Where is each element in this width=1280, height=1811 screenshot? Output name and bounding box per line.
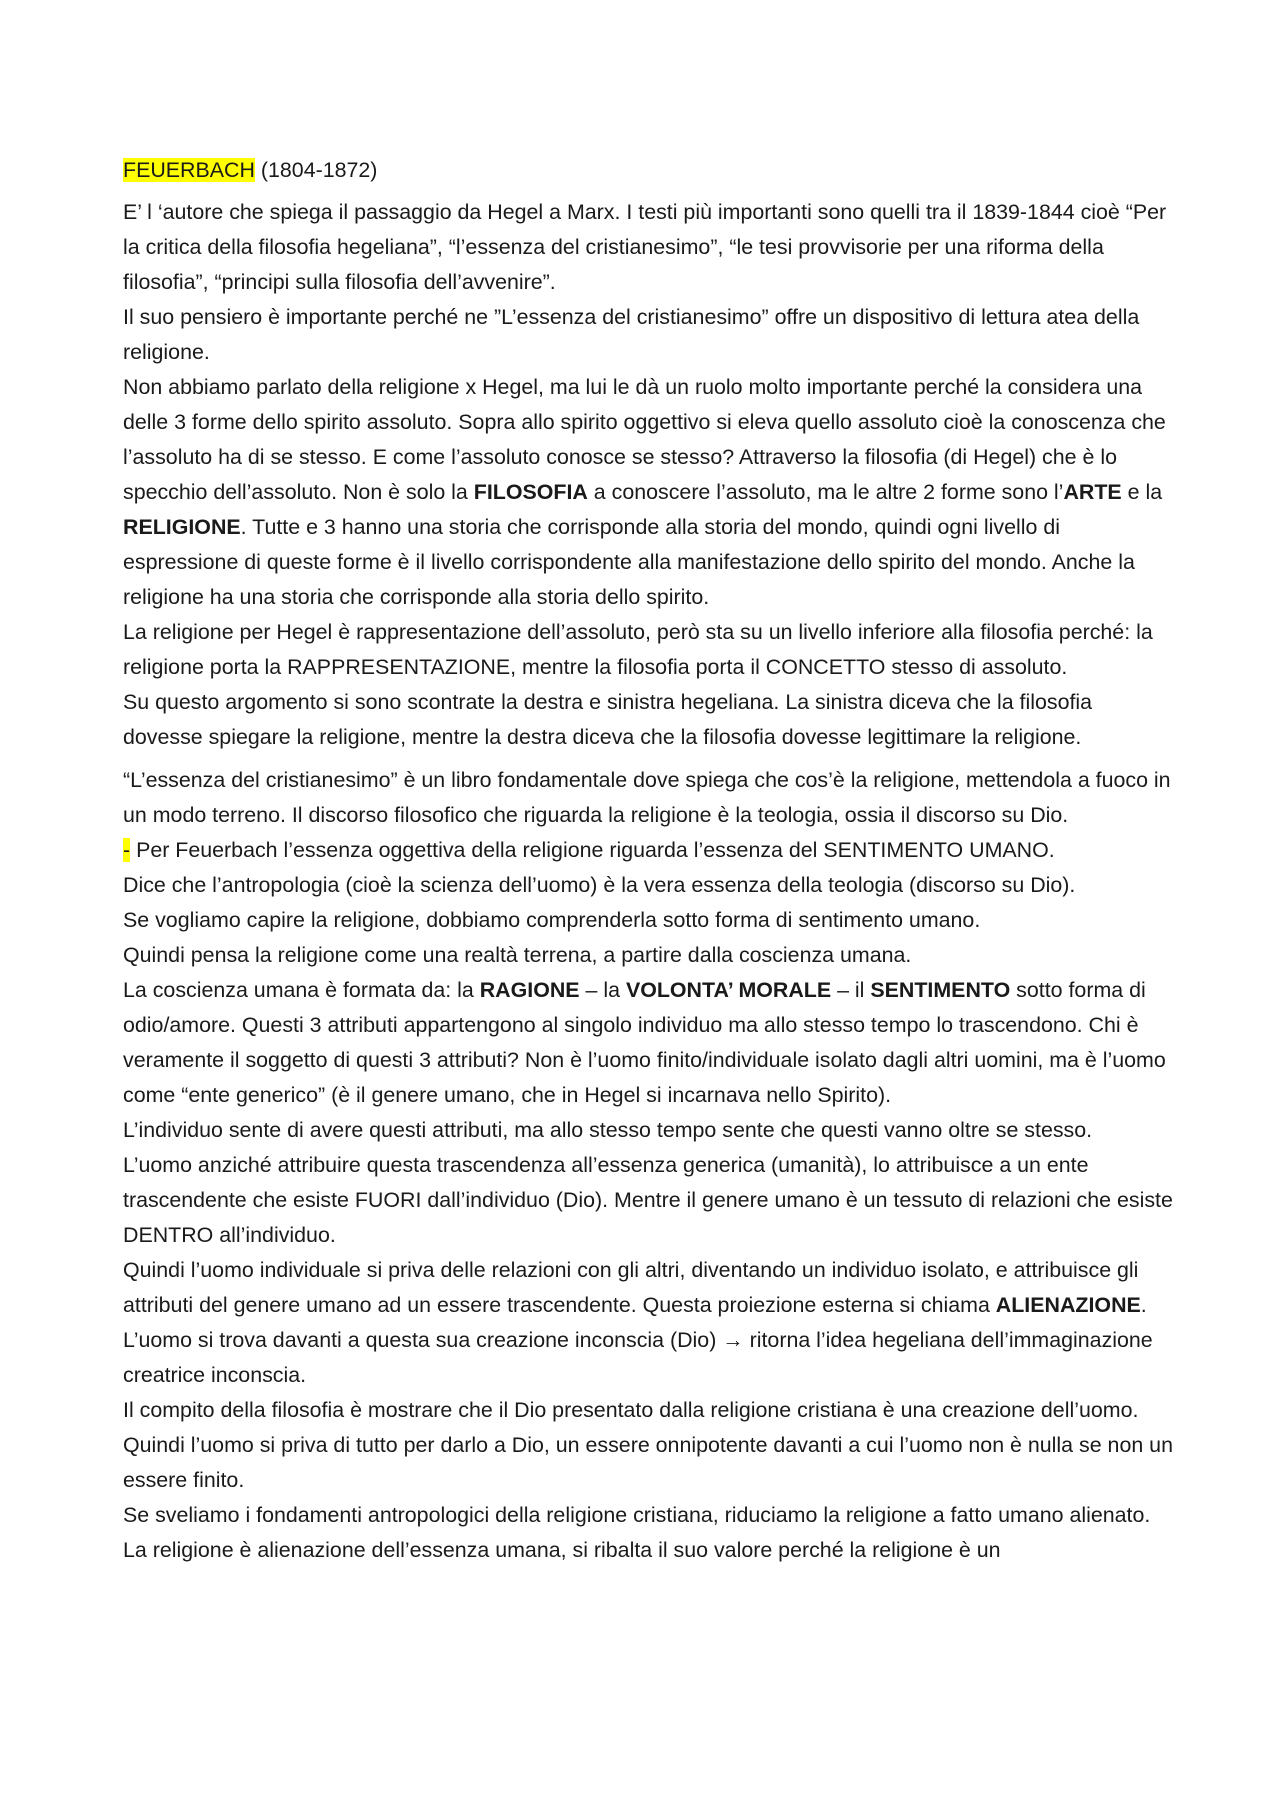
title-dates: (1804-1872) [254, 158, 378, 182]
text-run: – la [579, 978, 626, 1002]
bold-term-filosofia: FILOSOFIA [473, 480, 588, 504]
paragraph-representation: La religione per Hegel è rappresentazione dell’assoluto, però sta su un livello inferiore alla filosofia perché: la religione porta la RAPPRESENTAZIONE, mentre la filosofia porta il CONCETTO stesso di assoluto. [123, 620, 1153, 679]
bold-term-sentimento: SENTIMENTO [870, 978, 1011, 1002]
paragraph-hegel-religion [123, 370, 1173, 615]
paragraph-alienation [123, 1253, 1173, 1393]
paragraph-importance: Il suo pensiero è importante perché ne ”L’essenza del cristianesimo” offre un dispositivo di lettura atea della religione. [123, 305, 1140, 364]
document-body [123, 153, 1173, 1568]
document-title [123, 153, 1173, 188]
text-run: – il [831, 978, 871, 1002]
text-run: Non abbiamo parlato della religione x Hegel, ma lui le dà un ruolo molto importante perché la considera una delle 3 forme dello spirito assoluto. Sopra allo spirito oggettivo si eleva quello assoluto cioè la conoscenza che l’assoluto ha di se stesso. E come l’assoluto conosce se stesso? Attraverso la filosofia (di Hegel) che è lo specchio dell’assoluto. Non è solo la [123, 375, 1166, 504]
text-run: a conoscere l’assoluto, ma le altre 2 forme sono l’ [587, 480, 1064, 504]
paragraph-left-right: Su questo argomento si sono scontrate la destra e sinistra hegeliana. La sinistra diceva che la filosofia dovesse spiegare la religione, mentre la destra diceva che la filosofia dovesse legittimare la religione. [123, 690, 1093, 749]
bold-term-volonta-morale: VOLONTA’ MORALE [625, 978, 832, 1002]
text-run: La coscienza umana è formata da: la [123, 978, 480, 1002]
bold-term-religione: RELIGIONE [123, 515, 241, 539]
bold-term-arte: ARTE [1063, 480, 1122, 504]
text-run: Per Feuerbach l’essenza oggettiva della religione riguarda l’essenza del SENTIMENTO UMANO. [130, 838, 1055, 862]
right-arrow-icon: → [722, 1328, 744, 1352]
text-run: . L’uomo si trova davanti a questa sua creazione inconscia (Dio) [123, 1293, 1147, 1352]
text-run: . Tutte e 3 hanno una storia che corrisponde alla storia del mondo, quindi ogni livello di espressione di queste forme è il livello corrispondente alla manifestazione dello spirito del mondo. Anche la religione ha una storia che corrisponde alla storia dello spirito. [123, 515, 1135, 609]
paragraph-understand-religion: Se vogliamo capire la religione, dobbiamo comprenderla sotto forma di sentimento umano. [123, 908, 981, 932]
paragraph-consciousness [123, 973, 1173, 1113]
title-highlighted-name: FEUERBACH [123, 158, 255, 182]
paragraph-anthropology: Dice che l’antropologia (cioè la scienza dell’uomo) è la vera essenza della teologia (discorso su Dio). [123, 873, 1076, 897]
text-run: Quindi l’uomo individuale si priva delle relazioni con gli altri, diventando un individuo isolato, e attribuisce gli attributi del genere umano ad un essere trascendente. Questa proiezione esterna si chiama [123, 1258, 1139, 1317]
highlighted-dash: - [123, 838, 131, 862]
paragraph-anthropological-foundations: Se sveliamo i fondamenti antropologici della religione cristiana, riduciamo la religione a fatto umano alienato. La religione è alienazione dell’essenza umana, si ribalta il suo valore perché la religione è un [123, 1503, 1151, 1562]
text-run: ritorna l’idea hegeliana dell’immaginazione creatrice inconscia. [123, 1328, 1153, 1387]
paragraph-transcendence: L’uomo anziché attribuire questa trascendenza all’essenza generica (umanità), lo attribuisce a un ente trascendente che esiste FUORI dall’individuo (Dio). Mentre il genere umano è un tessuto di relazioni che esiste DENTRO all’individuo. [123, 1153, 1173, 1247]
text-run: sotto forma di odio/amore. Questi 3 attributi appartengono al singolo individuo ma allo stesso tempo lo trascendono. Chi è veramente il soggetto di questi 3 attributi? Non è l’uomo finito/individuale isolato dagli altri uomini, ma è l’uomo come “ente generico” (è il genere umano, che in Hegel si incarnava nello Spirito). [123, 978, 1166, 1107]
text-run: e la [1121, 480, 1163, 504]
bold-term-alienazione: ALIENAZIONE [995, 1293, 1141, 1317]
paragraph-essence-book: “L’essenza del cristianesimo” è un libro fondamentale dove spiega che cos’è la religione, mettendola a fuoco in un modo terreno. Il discorso filosofico che riguarda la religione è la teologia, ossia il discorso su Dio. [123, 768, 1171, 827]
paragraph-earthly-reality: Quindi pensa la religione come una realtà terrena, a partire dalla coscienza umana. [123, 943, 912, 967]
paragraph-task-philosophy: Il compito della filosofia è mostrare che il Dio presentato dalla religione cristiana è una creazione dell’uomo. Quindi l’uomo si priva di tutto per darlo a Dio, un essere onnipotente davanti a cui l’uomo non è nulla se non un essere finito. [123, 1398, 1173, 1492]
paragraph-human-feeling [123, 833, 1173, 868]
bold-term-ragione: RAGIONE [479, 978, 580, 1002]
paragraph-intro: E’ l ‘autore che spiega il passaggio da Hegel a Marx. I testi più importanti sono quelli tra il 1839-1844 cioè “Per la critica della filosofia hegeliana”, “l’essenza del cristianesimo”, “le tesi provvisorie per una riforma della filosofia”, “principi sulla filosofia dell’avvenire”. [123, 200, 1167, 294]
paragraph-attributes: L’individuo sente di avere questi attributi, ma allo stesso tempo sente che questi vanno oltre se stesso. [123, 1118, 1093, 1142]
